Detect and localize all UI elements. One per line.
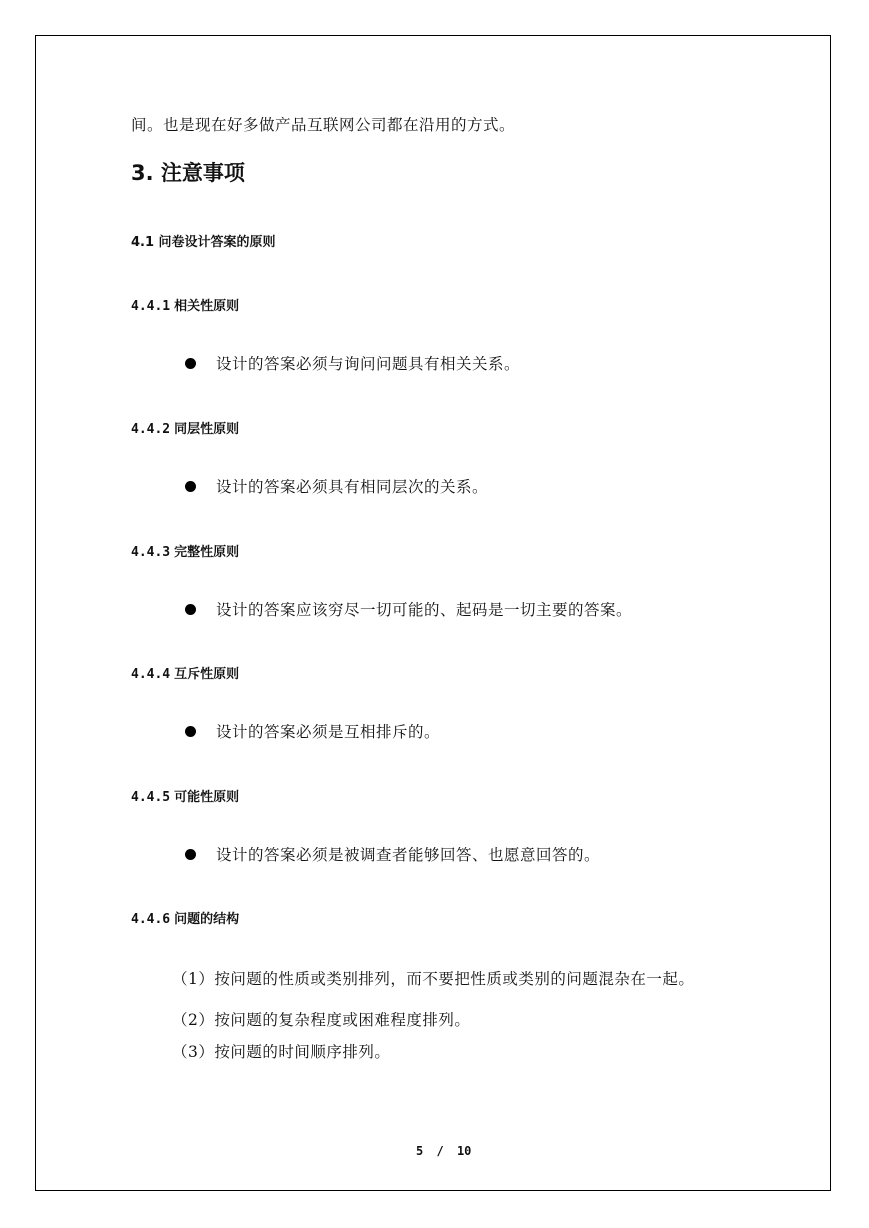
intro-paragraph: 间。也是现在好多做产品互联网公司都在沿用的方式。	[131, 116, 516, 134]
bullet-icon	[185, 481, 196, 492]
principle-number: 4.4.3	[131, 545, 171, 560]
current-page: 5	[416, 1144, 424, 1158]
principle-bullet-text: 设计的答案必须与询问问题具有相关关系。	[216, 355, 521, 373]
principle-title: 可能性原则	[174, 790, 240, 805]
principle-title: 完整性原则	[174, 545, 240, 560]
total-pages: 10	[456, 1144, 472, 1158]
structure-item: （3）按问题的时间顺序排列。	[172, 1043, 391, 1061]
principle-number: 4.4.4	[131, 667, 171, 682]
principle-heading	[131, 786, 239, 805]
structure-item: （2）按问题的复杂程度或困难程度排列。	[172, 1011, 471, 1029]
principle-title: 相关性原则	[174, 299, 240, 314]
bullet-icon	[185, 849, 196, 860]
bullet-icon	[185, 726, 196, 737]
principle-heading	[131, 663, 239, 682]
structure-number: 4.4.6	[131, 912, 171, 927]
subsection-title: 4.1 问卷设计答案的原则	[131, 235, 276, 250]
principle-bullet-text: 设计的答案必须是互相排斥的。	[216, 723, 441, 741]
principle-heading	[131, 295, 239, 314]
principle-heading	[131, 541, 239, 560]
structure-item: （1）按问题的性质或类别排列，而不要把性质或类别的问题混杂在一起。	[172, 970, 695, 988]
principle-title: 同层性原则	[174, 422, 240, 437]
principle-number: 4.4.2	[131, 422, 171, 437]
principle-bullet-text: 设计的答案必须是被调查者能够回答、也愿意回答的。	[216, 846, 601, 864]
principle-bullet-text: 设计的答案必须具有相同层次的关系。	[216, 478, 489, 496]
principle-bullet-text: 设计的答案应该穷尽一切可能的、起码是一切主要的答案。	[216, 601, 633, 619]
principle-heading	[131, 418, 239, 437]
page-separator: /	[436, 1144, 444, 1158]
page-number	[416, 1144, 471, 1158]
structure-title: 问题的结构	[174, 912, 240, 927]
principle-number: 4.4.1	[131, 299, 171, 314]
section-title: 3. 注意事项	[131, 161, 245, 185]
principle-title: 互斥性原则	[174, 667, 240, 682]
bullet-icon	[185, 358, 196, 369]
structure-heading	[131, 908, 239, 927]
principle-number: 4.4.5	[131, 790, 171, 805]
bullet-icon	[185, 604, 196, 615]
